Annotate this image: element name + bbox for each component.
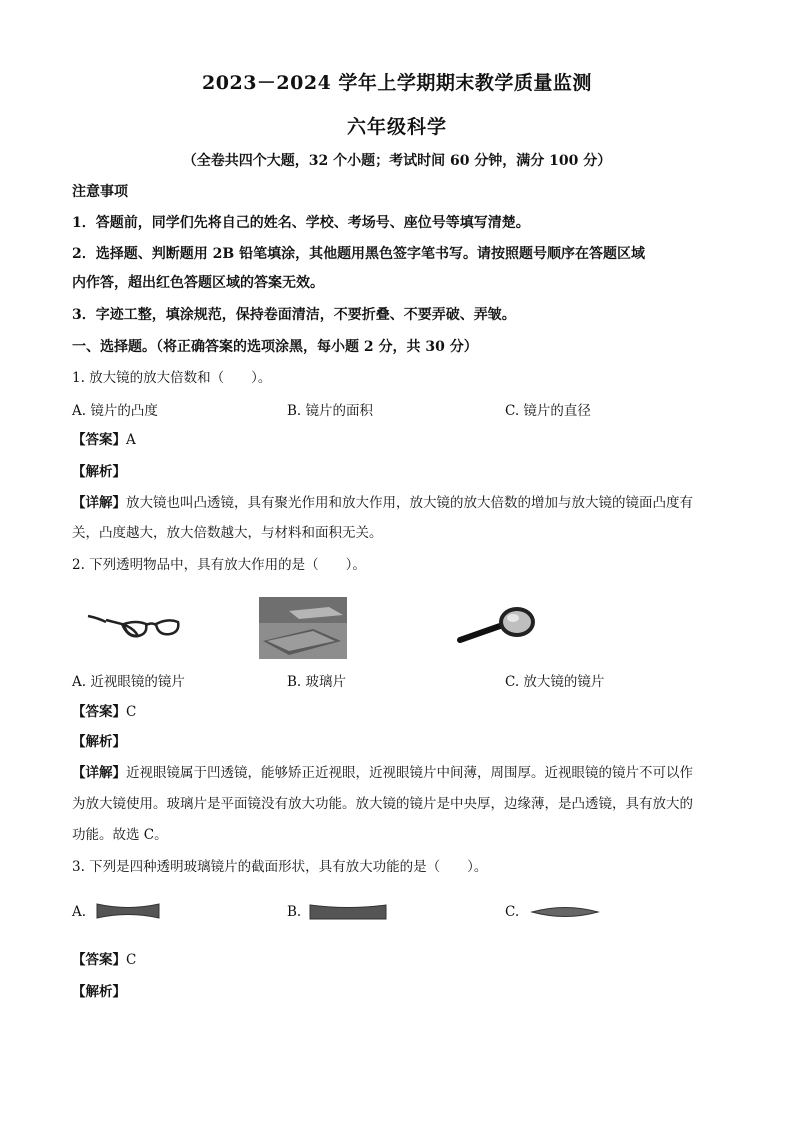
q2-analysis-label: 【解析】 [72,734,126,750]
exam-title: 2023－2024 学年上学期期末教学质量监测 [202,72,592,94]
q2-detail-text-1: 近视眼镜属于凹透镜，能够矫正近视眼，近视眼镜片中间薄，周围厚。近视眼镜的镜片不可以作 [126,765,693,781]
glass-plate-image [259,597,347,659]
q2-answer-value: C [126,704,137,720]
q2-option-c: C. 放大镜的镜片 [505,674,605,690]
q3-option-a: A. [72,904,87,920]
q1-analysis-label: 【解析】 [72,464,126,480]
q1-answer-value: A [126,432,136,448]
notice-item-1: 1．答题前，同学们先将自己的姓名、学校、考场号、座位号等填写清楚。 [72,215,530,231]
glasses-image [86,608,186,644]
q2-option-b: B. 玻璃片 [287,674,347,690]
q1-option-b: B. 镜片的面积 [287,403,374,419]
convex-lens-shape [530,904,600,920]
notice-item-3: 3．字迹工整，填涂规范，保持卷面清洁，不要折叠、不要弄破、弄皱。 [72,307,516,323]
q2-option-a: A. 近视眼镜的镜片 [72,674,185,690]
q2-answer [72,702,732,722]
q2-detail-2: 为放大镜使用。玻璃片是平面镜没有放大功能。放大镜的镜片是中央厚，边缘薄，是凸透镜，具有放大的 [72,796,693,812]
q3-analysis-label: 【解析】 [72,984,126,1000]
detail-label: 【详解】 [72,495,126,511]
question-1-stem: 1. 放大镜的放大倍数和（ ）。 [72,370,272,386]
exam-subtitle: 六年级科学 [346,116,447,138]
q3-option-b: B. [287,904,302,920]
notice-item-2: 2．选择题、判断题用 2B 铅笔填涂，其他题用黑色签字笔书写。请按照题号顺序在答题区域 [72,246,646,262]
answer-label: 【答案】 [72,952,126,968]
q1-answer [72,430,732,450]
answer-label: 【答案】 [72,704,126,720]
q3-answer-value: C [126,952,137,968]
concave-plate-lens-shape [308,901,388,923]
concave-lens-shape [95,901,161,921]
section-heading: 一、选择题。（将正确答案的选项涂黑，每小题 2 分，共 30 分） [72,339,478,355]
notice-item-2-cont: 内作答，超出红色答题区域的答案无效。 [72,275,324,291]
q3-option-c: C. [505,904,520,920]
q1-detail-text-1: 放大镜也叫凸透镜，具有聚光作用和放大作用，放大镜的放大倍数的增加与放大镜的镜面凸度有 [126,495,693,511]
detail-label: 【详解】 [72,765,126,781]
exam-note: （全卷共四个大题，32 个小题；考试时间 60 分钟，满分 100 分） [182,153,612,169]
question-2-stem: 2. 下列透明物品中，具有放大作用的是（ ）。 [72,557,366,573]
q2-detail-3: 功能。故选 C。 [72,827,168,843]
q1-detail-2: 关，凸度越大，放大倍数越大，与材料和面积无关。 [72,525,383,541]
question-3-stem: 3. 下列是四种透明玻璃镜片的截面形状，具有放大功能的是（ ）。 [72,859,488,875]
q2-detail-1 [72,763,732,783]
magnifier-image [456,604,542,646]
answer-label: 【答案】 [72,432,126,448]
q1-option-c: C. 镜片的直径 [505,403,591,419]
q1-detail-1 [72,493,732,513]
q3-answer [72,950,732,970]
notice-heading: 注意事项 [72,184,128,200]
q1-option-a: A. 镜片的凸度 [72,403,158,419]
